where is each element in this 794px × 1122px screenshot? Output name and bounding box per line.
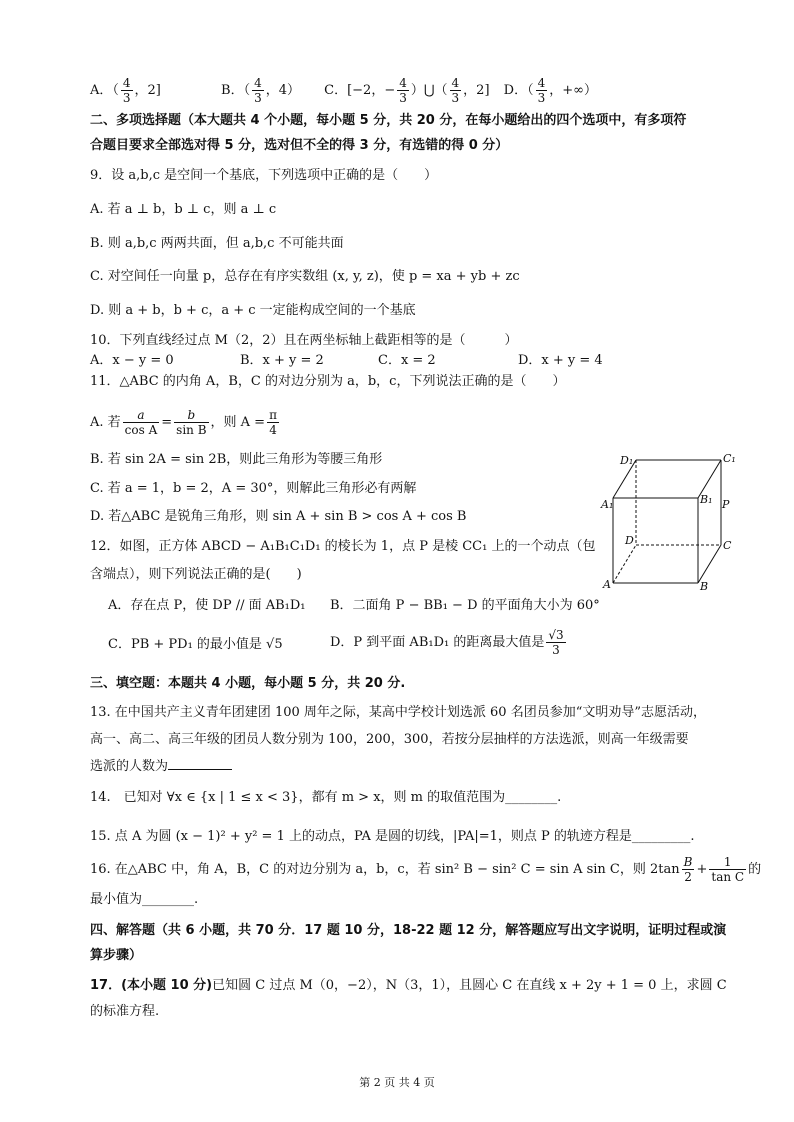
- section4-heading-line2: 算步骤）: [90, 948, 143, 963]
- page-footer: 第 2 页 共 4 页: [359, 1076, 435, 1089]
- label-b: B: [700, 580, 709, 593]
- q10-option-d: D．x + y = 4: [518, 353, 603, 368]
- label-a: A: [603, 578, 611, 591]
- q9-option-a: A. 若 a ⊥ b，b ⊥ c，则 a ⊥ c: [90, 202, 277, 217]
- cube-figure: [598, 448, 748, 593]
- q8-option-a: A．（ $\frac{4}{3}$ ，2]: [90, 76, 161, 105]
- label-d1: D₁: [620, 454, 634, 467]
- q14-text: 14. 已知对 ∀x ∈ {x | 1 ≤ x < 3}，都有 m > x，则 m 的取值范围为________.: [90, 790, 562, 805]
- q8-options: [90, 76, 597, 105]
- q10-option-a: A．x − y = 0: [90, 353, 174, 368]
- q12-option-c: C．PB + PD₁ 的最小值是 √5: [108, 637, 283, 652]
- edge-bc: [698, 545, 721, 583]
- q8-option-c: C．[−2，− $\frac{4}{3}$ ）⋃（ $\frac{4}{3}$ ，2]: [324, 76, 490, 105]
- q12-stem-line1: 12．如图，正方体 ABCD − A₁B₁C₁D₁ 的棱长为 1，点 P 是棱 CC₁ 上的一个动点（包: [90, 539, 596, 554]
- q13-line3: 选派的人数为: [90, 757, 232, 776]
- q13-answer-blank: [168, 757, 232, 770]
- label-p: P: [722, 498, 730, 511]
- label-c: C: [723, 539, 732, 552]
- q12-option-b: B．二面角 P − BB₁ − D 的平面角大小为 60°: [330, 598, 600, 613]
- q9-option-b: B. 则 a,b,c 两两共面，但 a,b,c 不可能共面: [90, 236, 344, 251]
- label-d: D: [625, 534, 634, 547]
- q12-option-d: D．P 到平面 AB₁D₁ 的距离最大值是 $\frac{√3}{3}$: [330, 628, 564, 657]
- label-c1: C₁: [723, 452, 736, 465]
- q12-option-a: A．存在点 P，使 DP // 面 AB₁D₁: [108, 598, 306, 613]
- section4-heading-line1: 四、解答题（共 6 小题，共 70 分．17 题 10 分，18-22 题 12 分，解答题应写出文字说明，证明过程或演: [90, 923, 727, 938]
- q8-option-b: B．（ $\frac{4}{3}$ ，4）: [221, 76, 300, 105]
- q15-text: 15. 点 A 为圆 (x − 1)² + y² = 1 上的动点，PA 是圆的切线，|PA|=1，则点 P 的轨迹方程是_________.: [90, 829, 695, 844]
- q16-line2: 最小值为________.: [90, 892, 199, 907]
- q9-stem: 9．设 a,b,c 是空间一个基底，下列选项中正确的是（ ）: [90, 168, 438, 183]
- label-a1: A₁: [601, 498, 614, 511]
- q11-option-b: B. 若 sin 2A = sin 2B，则此三角形为等腰三角形: [90, 452, 383, 467]
- section2-heading-line1: 二、多项选择题（本大题共 4 个小题，每小题 5 分，共 20 分，在每小题给出的四个选项中，有多项符: [90, 113, 687, 128]
- q11-option-d: D. 若△ABC 是锐角三角形，则 sin A + sin B > cos A + cos B: [90, 509, 467, 524]
- q12-stem-line2: 含端点），则下列说法正确的是( ): [90, 567, 302, 582]
- q16-line1: 16. 在△ABC 中，角 A，B，C 的对边分别为 a，b，c，若 sin² B − sin² C = sin A sin C，则 2tan $\frac{B}{2}$ + $\frac{1}{\text{tan C}}$ 的: [90, 855, 762, 884]
- q8-option-d: D．（ $\frac{4}{3}$ ，+∞）: [503, 76, 597, 105]
- q17-line1: 17．(本小题 10 分)已知圆 C 过点 M（0，−2），N（3，1），且圆心 C 在直线 x + 2y + 1 = 0 上，求圆 C: [90, 978, 727, 993]
- q9-option-c: C. 对空间任一向量 p，总存在有序实数组 (x, y, z)，使 p = xa + yb + zc: [90, 269, 520, 284]
- q11-stem: 11．△ABC 的内角 A，B，C 的对边分别为 a，b，c，下列说法正确的是（ ）: [90, 374, 566, 389]
- q13-line2: 高一、高二、高三年级的团员人数分别为 100，200，300，若按分层抽样的方法选派，则高一年级需要: [90, 732, 689, 747]
- q11-option-c: C. 若 a = 1，b = 2，A = 30°，则解此三角形必有两解: [90, 481, 417, 496]
- q10-stem: 10．下列直线经过点 M（2，2）且在两坐标轴上截距相等的是（ ）: [90, 333, 518, 348]
- q11-option-a: A. 若 $\frac{a}{\text{cos A}}$ = $\frac{b}{\text{sin B}}$ ，则 A = $\frac{\pi}{4}$: [90, 408, 277, 437]
- q9-option-d: D. 则 a + b，b + c，a + c 一定能构成空间的一个基底: [90, 303, 416, 318]
- q13-line1: 13. 在中国共产主义青年团建团 100 周年之际，某高中学校计划选派 60 名团员参加“文明劝导”志愿活动，: [90, 705, 706, 720]
- q10-option-b: B．x + y = 2: [240, 353, 324, 368]
- section3-heading: 三、填空题：本题共 4 小题，每小题 5 分，共 20 分.: [90, 676, 406, 691]
- label-b1: B₁: [700, 493, 713, 506]
- q17-label: 17．(本小题 10 分): [90, 978, 213, 993]
- section2-heading-line2: 合题目要求全部选对得 5 分，选对但不全的得 3 分，有选错的得 0 分）: [90, 138, 509, 153]
- edge-ad-hidden: [613, 545, 636, 583]
- q17-line2: 的标准方程.: [90, 1004, 160, 1019]
- q10-options: [90, 352, 603, 370]
- q10-option-c: C．x = 2: [378, 353, 436, 368]
